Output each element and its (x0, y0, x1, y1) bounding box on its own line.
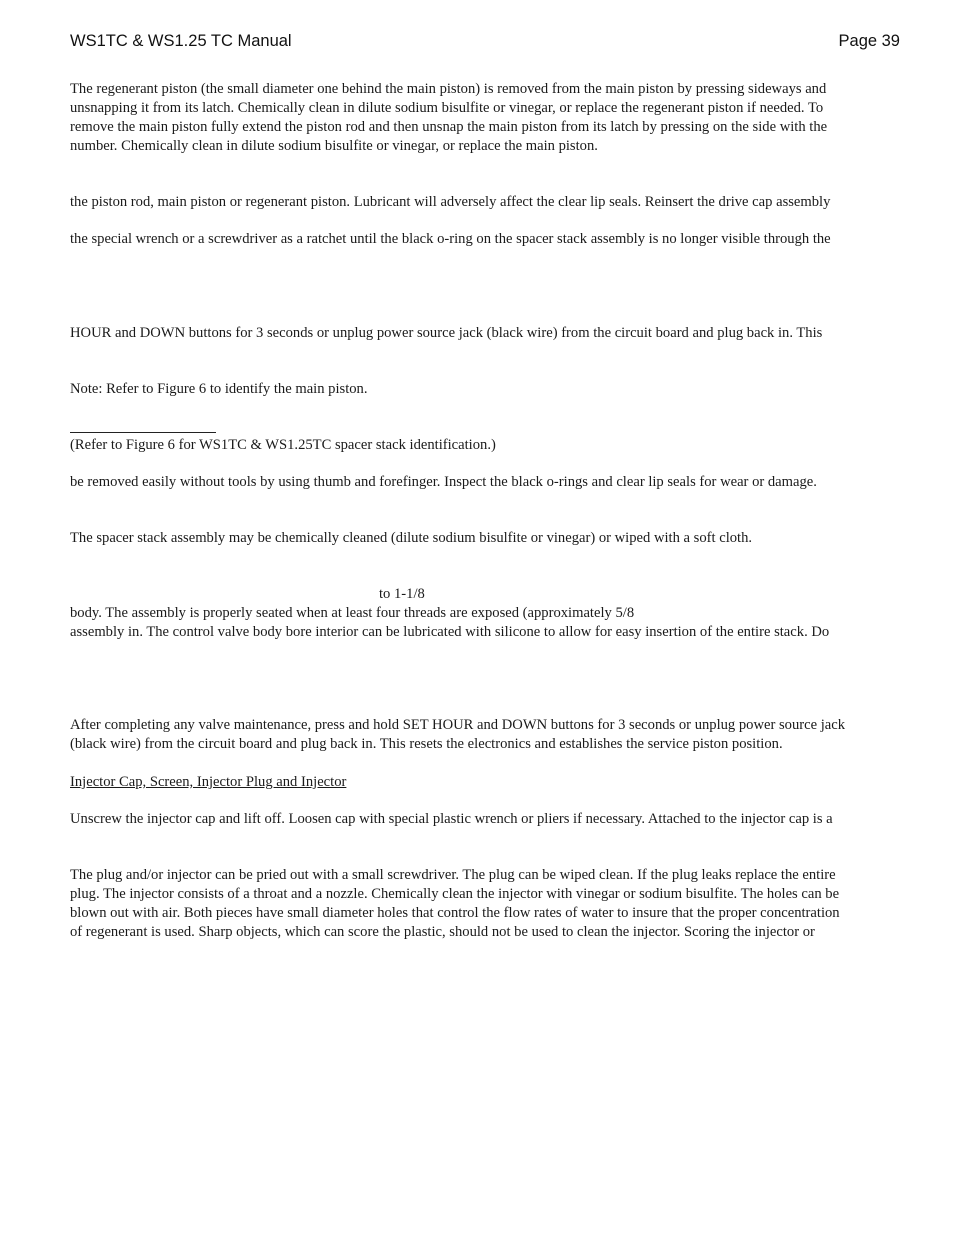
paragraph-line: After completing any valve maintenance, press and hold SET HOUR and DOWN buttons for 3 seconds or unplug power source jack (70, 717, 846, 733)
section-rule (70, 432, 216, 433)
paragraph-line: The spacer stack assembly may be chemically cleaned (dilute sodium bisulfite or vinegar) or wiped with a soft cloth. (70, 530, 753, 546)
paragraph-line: the piston rod, main piston or regenerant piston. Lubricant will adversely affect the clear lip seals. Reinsert the drive cap assembly (70, 194, 831, 210)
figure-reference: (Refer to Figure 6 for WS1TC & WS1.25TC spacer stack identification.) (70, 437, 496, 453)
paragraph-line: body. The assembly is properly seated when at least four threads are exposed (approximately 5/8 (70, 605, 635, 621)
paragraph-line: be removed easily without tools by using thumb and forefinger. Inspect the black o-rings and clear lip seals for wear or damage. (70, 474, 817, 490)
measurement-fragment: to 1-1/8 (379, 586, 425, 602)
paragraph-line: HOUR and DOWN buttons for 3 seconds or unplug power source jack (black wire) from the circuit board and plug back in. This (70, 325, 823, 341)
paragraph-line: The plug and/or injector can be pried out with a small screwdriver. The plug can be wiped clean. If the plug leaks replace the entire (70, 867, 836, 883)
paragraph-line: Unscrew the injector cap and lift off. Loosen cap with special plastic wrench or pliers if necessary. Attached to the injector cap is a (70, 811, 833, 827)
paragraph-line: of regenerant is used. Sharp objects, which can score the plastic, should not be used to clean the injector. Scoring the injector or (70, 924, 815, 940)
paragraph-line: assembly in. The control valve body bore interior can be lubricated with silicone to allow for easy insertion of the entire stack. Do (70, 624, 830, 640)
paragraph-line: unsnapping it from its latch. Chemically clean in dilute sodium bisulfite or vinegar, or replace the regenerant piston if needed. To (70, 100, 824, 116)
section-heading: Injector Cap, Screen, Injector Plug and Injector (70, 774, 347, 790)
paragraph-line: blown out with air. Both pieces have small diameter holes that control the flow rates of water to insure that the proper concentration (70, 905, 840, 921)
paragraph-line: plug. The injector consists of a throat and a nozzle. Chemically clean the injector with vinegar or sodium bisulfite. The holes can be (70, 886, 840, 902)
manual-title: WS1TC & WS1.25 TC Manual (70, 32, 292, 50)
paragraph-line: number. Chemically clean in dilute sodium bisulfite or vinegar, or replace the main piston. (70, 138, 598, 154)
paragraph-line: (black wire) from the circuit board and plug back in. This resets the electronics and establishes the service piston position. (70, 736, 783, 752)
paragraph-line: The regenerant piston (the small diameter one behind the main piston) is removed from the main piston by pressing sideways and (70, 81, 827, 97)
paragraph-line: remove the main piston fully extend the piston rod and then unsnap the main piston from its latch by pressing on the side with the (70, 119, 828, 135)
note-line: Note: Refer to Figure 6 to identify the main piston. (70, 381, 368, 397)
paragraph-line: the special wrench or a screwdriver as a ratchet until the black o-ring on the spacer stack assembly is no longer visible through the (70, 231, 831, 247)
page-number: Page 39 (838, 32, 900, 50)
